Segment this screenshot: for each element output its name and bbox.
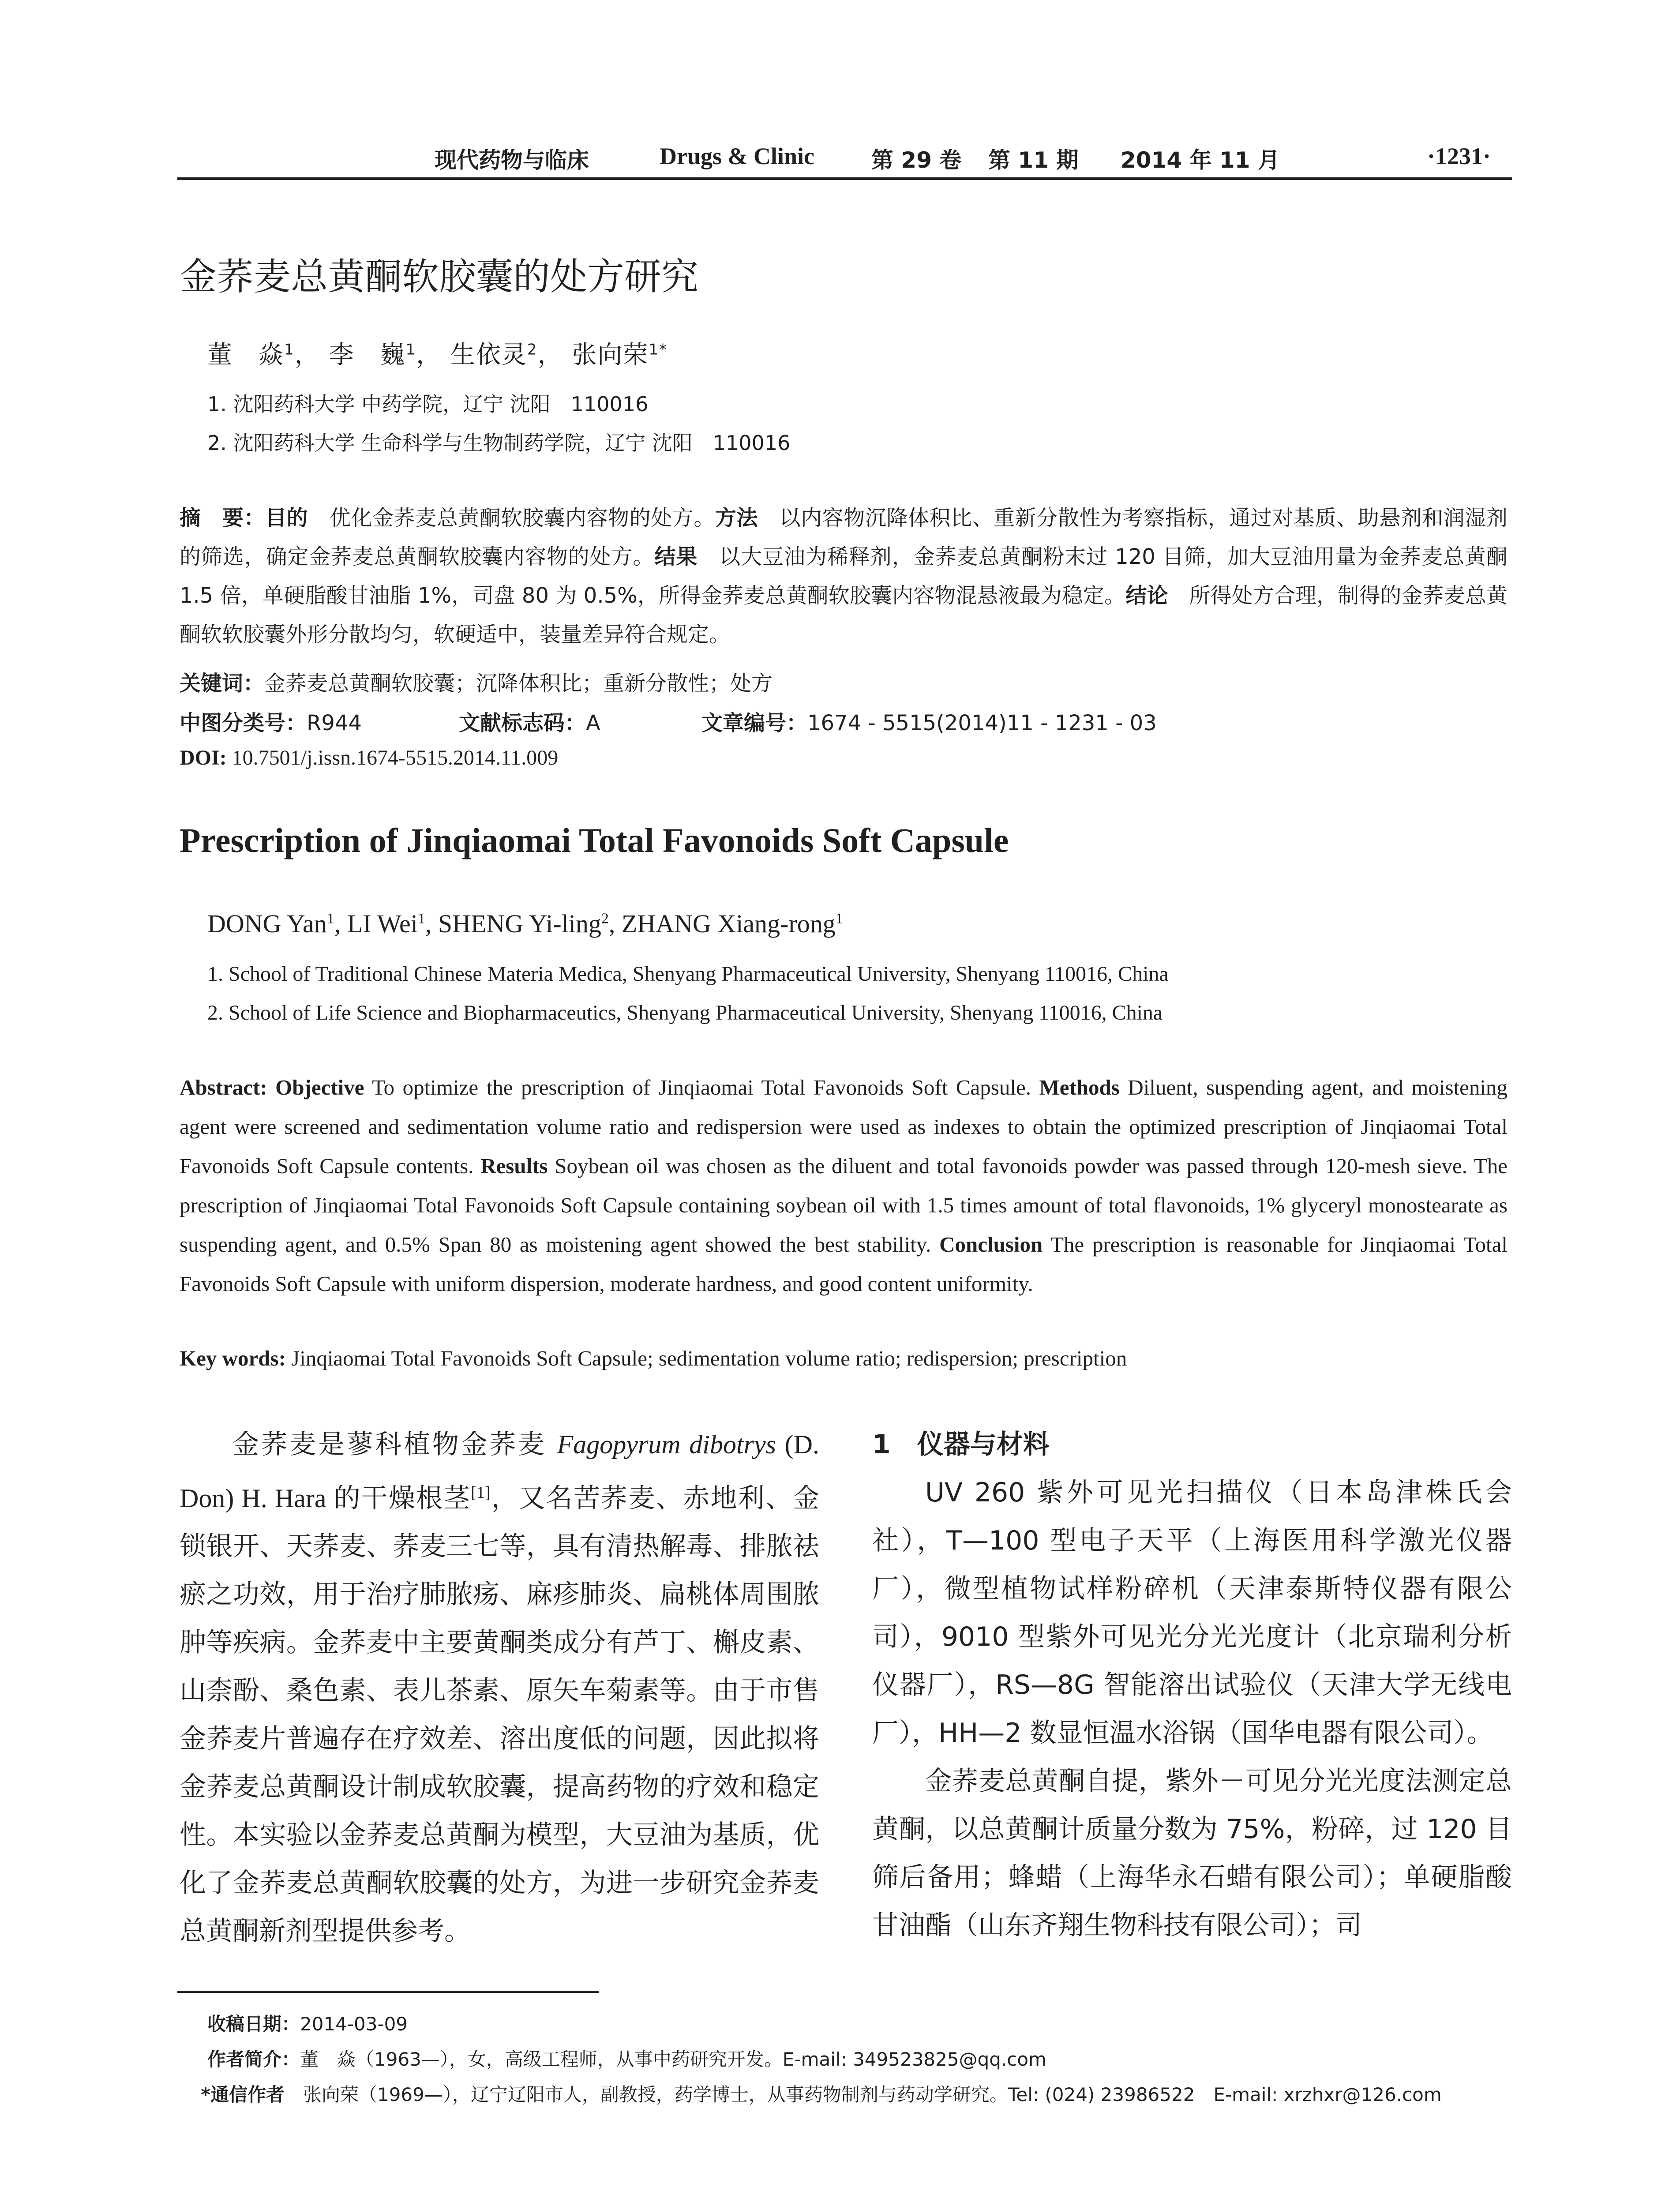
doc-label: 文献标志码： [459,711,586,735]
body-left-column [180,1421,819,1955]
conclusion-label: 结论 [1125,583,1168,608]
author-sup: 1 [417,910,425,927]
author-name: DONG Yan [207,909,327,938]
objective-label: 目的 [265,506,308,530]
results-en-label: Results [480,1154,548,1178]
section-heading: 1 仪器与材料 [872,1429,1050,1460]
affiliation-cn-2: 2. 沈阳药科大学 生命科学与生物制药学院，辽宁 沈阳 110016 [207,431,791,455]
conclusion-text: 所得处方合理，制得的金荞麦总黄酮软软胶囊外形分散均匀，软硬适中，装量差异符合规定。 [180,583,1508,647]
footnote-corresponding [201,2080,1442,2107]
received-date: 2014-03-09 [300,2013,408,2035]
body-right-column [872,1421,1512,1950]
affiliation-en-2: 2. School of Life Science and Biopharmaceutics, Shenyang Pharmaceutical University, Shenyang 110016, China [207,1001,1163,1024]
body-text: 金荞麦是蓼科植物金荞麦 [232,1429,557,1460]
keywords-en [180,1346,1127,1371]
article-number [701,706,1157,736]
keywords-text: 金荞麦总黄酮软胶囊；沉降体积比；重新分散性；处方 [264,671,773,696]
doi-value: 10.7501/j.issn.1674-5515.2014.11.009 [226,746,559,769]
issue-date: 2014 年 11 月 [1121,147,1280,173]
methods-label: 方法 [715,506,758,530]
objective-en-text: To optimize the prescription of Jinqiaomai Total Favonoids Soft Capsule. [364,1075,1039,1099]
abstract-cn [180,499,1508,654]
authors-en: DONG Yan$^1$, LI Wei$^1$, SHENG Yi-ling$^2$, ZHANG Xiang-rong$^1$ [207,909,843,938]
author-name: SHENG Yi-ling [438,909,601,938]
abstract-label: 摘 要： [180,506,266,530]
title-cn: 金荞麦总黄酮软胶囊的处方研究 [180,255,699,298]
author-sup: 1 [326,910,334,927]
author-name: LI Wei [347,909,418,938]
author-sup: 1 [835,910,843,927]
affiliation-cn-1: 1. 沈阳药科大学 中药学院，辽宁 沈阳 110016 [207,392,649,416]
author-name: 李 巍 [329,341,406,369]
authors-cn: 董 焱$^1$， 李 巍$^1$， 生依灵$^2$， 张向荣$^{1*}$ [207,341,668,369]
classification-line [180,706,362,736]
footnote-received [207,2010,408,2036]
doi-line [180,746,558,770]
species-name: Fagopyrum dibotrys [557,1430,776,1459]
author-sup: 1 [284,341,295,359]
header-rule [177,177,1512,180]
volume: 第 29 卷 [871,147,962,173]
results-text: 以大豆油为稀释剂，金荞麦总黄酮粉末过 120 目筛，加大豆油用量为金荞麦总黄酮 1.5 倍，单硬脂酸甘油脂 1%，司盘 80 为 0.5%，所得金荞麦总黄酮软胶囊内容物混悬液最为稳定。 [180,544,1508,608]
doc-code [459,706,600,736]
corresponding-text: 张向荣（1969—），辽宁辽阳市人，副教授，药学博士，从事药物制剂与药动学研究。Tel: (024) 23986522 E-mail: xrzhxr@126.com [284,2084,1442,2105]
journal-name-cn: 现代药物与临床 [435,147,589,173]
author-sup: 1* [649,341,668,359]
results-label: 结果 [654,544,698,569]
doc-value: A [586,711,600,735]
conclusion-en-text: The prescription is reasonable for Jinqiaomai Total Favonoids Soft Capsule with uniform dispersion, moderate hardness, and good content uniformity. [180,1232,1508,1296]
citation-ref: [1] [471,1483,491,1502]
author-name: 生依灵 [450,341,527,369]
species-authority: (D. Don) H. Hara 的干燥根茎 [180,1430,819,1513]
keywords-en-text: Jinqiaomai Total Favonoids Soft Capsule; sedimentation volume ratio; redispersion; prescription [285,1346,1127,1370]
author-sup: 2 [601,910,609,927]
footnote-author [207,2045,1046,2071]
abstract-en-label: Abstract: [180,1075,267,1099]
author-bio: 董 焱（1963—），女，高级工程师，从事中药研究开发。E-mail: 349523825@qq.com [300,2048,1046,2070]
author-name: 张向荣 [572,341,649,369]
methods-en-label: Methods [1039,1075,1120,1099]
keywords-cn [180,666,772,697]
author-bio-label: 作者简介： [207,2048,300,2070]
results-en-text: Soybean oil was chosen as the diluent and total favonoids powder was passed through 120-mesh sieve. The prescription of Jinqiaomai Total Favonoids Soft Capsule containing soybean oil with 1.5 times amount of total flavonoids, 1% glyceryl monostearate as suspending agent, and 0.5% Span 80 as moistening agent showed the best stability. [180,1154,1508,1257]
abstract-en [180,1068,1508,1303]
body-text: ，又名苦荞麦、赤地利、金锁银开、天荞麦、荞麦三七等，具有清热解毒、排脓祛瘀之功效，用于治疗肺脓疡、麻疹肺炎、扁桃体周围脓肿等疾病。金荞麦中主要黄酮类成分有芦丁、槲皮素、山柰酚、桑色素、表儿茶素、原矢车菊素等。由于市售金荞麦片普遍存在疗效差、溶出度低的问题，因此拟将金荞麦总黄酮设计制成软胶囊，提高药物的疗效和稳定性。本实验以金荞麦总黄酮为模型，大豆油为基质，优化了金荞麦总黄酮软胶囊的处方，为进一步研究金荞麦总黄酮新剂型提供参考。 [180,1483,819,1947]
received-label: 收稿日期： [207,2013,300,2035]
body-paragraph: 金荞麦总黄酮自提，紫外－可见分光光度法测定总黄酮，以总黄酮计质量分数为 75%，粉碎，过 120 目筛后备用；蜂蜡（上海华永石蜡有限公司）；单硬脂酸甘油酯（山东齐翔生物科技有限公司）；司 [872,1766,1512,1941]
footnote-rule [177,1991,599,1993]
issue: 第 11 期 [988,147,1079,173]
keywords-en-label: Key words: [180,1346,286,1370]
journal-name-en: Drugs & Clinic [660,143,814,169]
author-name: 董 焱 [207,341,284,369]
keywords-label: 关键词： [180,671,265,696]
article-label: 文章编号： [701,711,808,735]
methods-en-text: Diluent, suspending agent, and moistening agent were screened and sedimentation volume ratio and redispersion were used as indexes to obtain the optimized prescription of Jinqiaomai Total Favonoids Soft Capsule contents. [180,1075,1508,1178]
body-paragraph [180,1421,819,1955]
objective-text: 优化金荞麦总黄酮软胶囊内容物的处方。 [308,506,715,530]
author-name: ZHANG Xiang-rong [621,909,836,938]
corresponding-label: *通信作者 [201,2084,285,2105]
objective-en-label: Objective [275,1075,364,1099]
article-value: 1674 - 5515(2014)11 - 1231 - 03 [807,711,1157,735]
page-number: ·1231· [1427,143,1491,169]
affiliation-en-1: 1. School of Traditional Chinese Materia Medica, Shenyang Pharmaceutical University, Shenyang 110016, China [207,962,1169,986]
clc-value: R944 [307,711,362,735]
title-en: Prescription of Jinqiaomai Total Favonoids Soft Capsule [180,821,1009,859]
author-sup: 2 [527,341,538,359]
methods-text: 以内容物沉降体积比、重新分散性为考察指标，通过对基质、助悬剂和润湿剂的筛选，确定金荞麦总黄酮软胶囊内容物的处方。 [180,506,1508,569]
doi-label: DOI: [180,746,227,769]
clc-label: 中图分类号： [180,711,307,735]
conclusion-en-label: Conclusion [939,1232,1043,1257]
body-paragraph: UV 260 紫外可见光扫描仪（日本岛津株氏会社），T—100 型电子天平（上海医用科学激光仪器厂），微型植物试样粉碎机（天津泰斯特仪器有限公司），9010 型紫外可见光分光光度计（北京瑞利分析仪器厂），RS—8G 智能溶出试验仪（天津大学无线电厂），HH—2 数显恒温水浴锅（国华电器有限公司）。 [872,1477,1512,1748]
author-sup: 1 [405,341,416,359]
